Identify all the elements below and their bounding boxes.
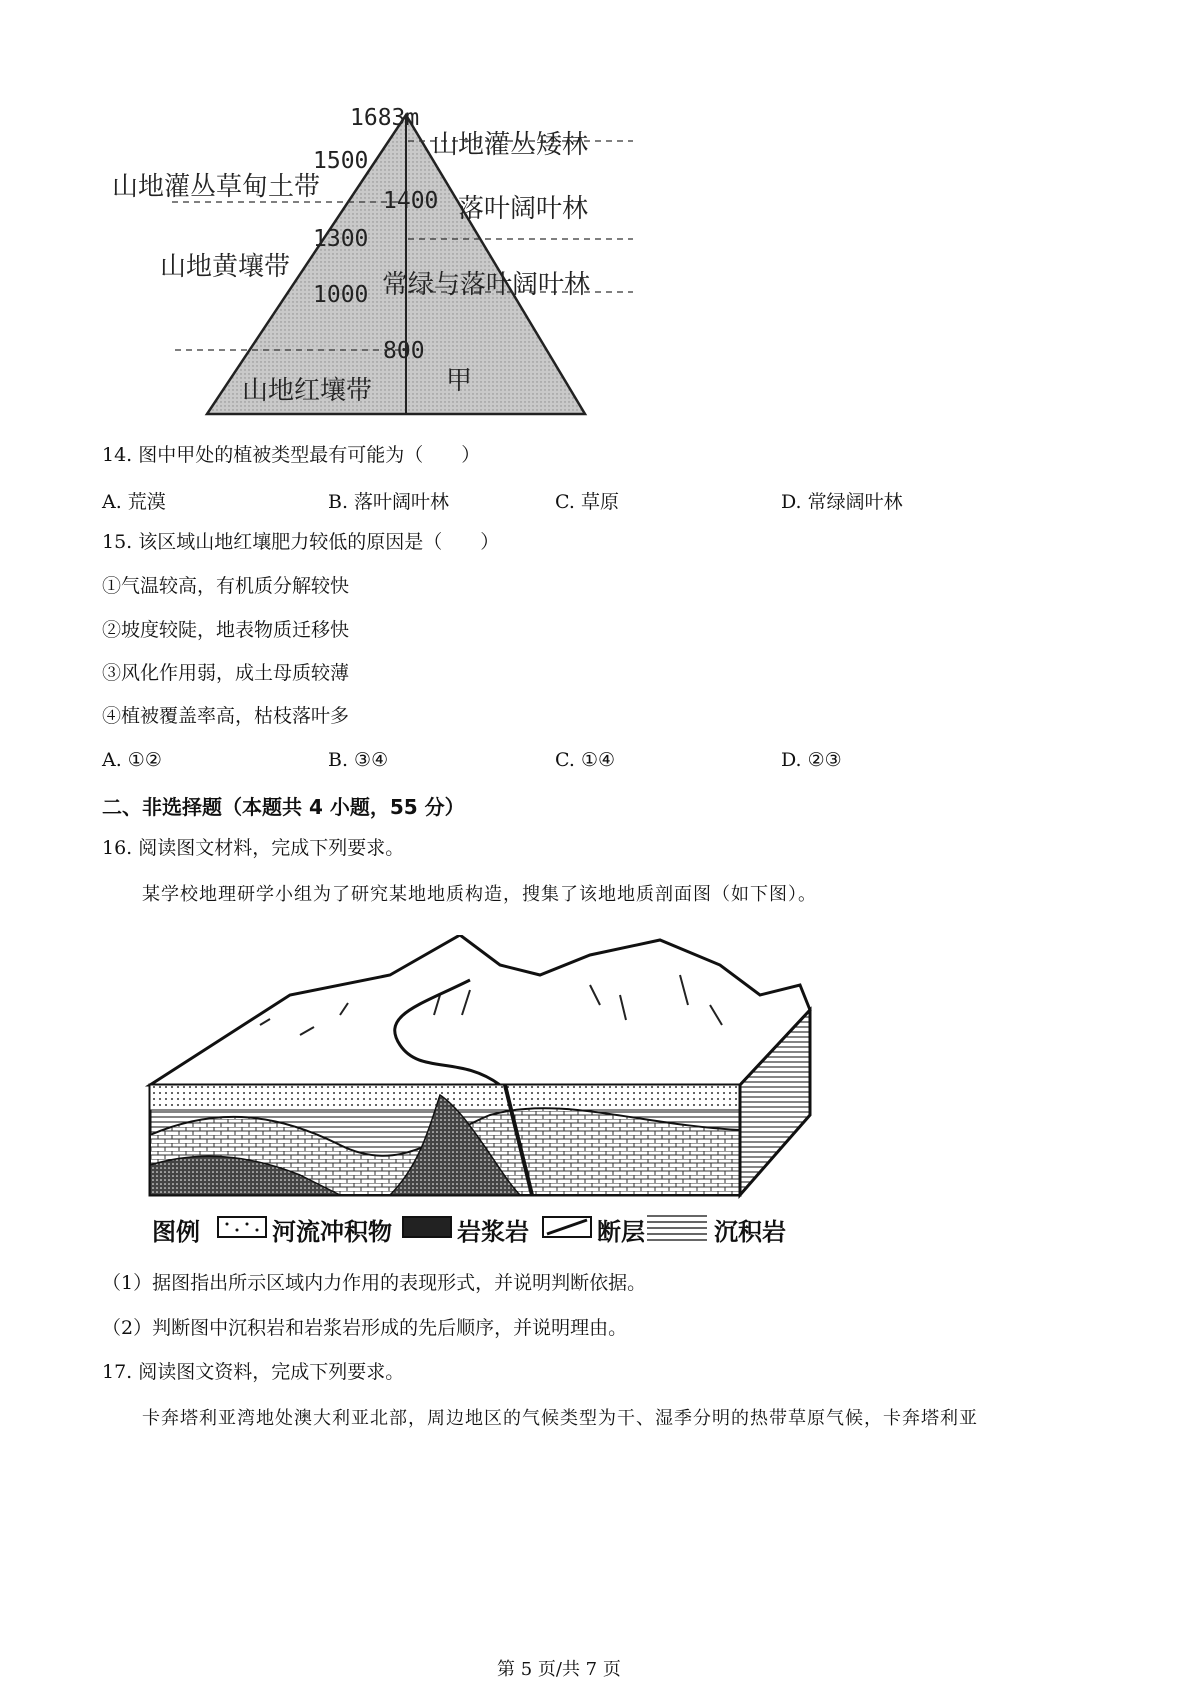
- sedimentary-rock-swatch-icon: [647, 1210, 707, 1242]
- legend-alluvium: 河流冲积物: [272, 1218, 392, 1246]
- q16-stem: 16. 阅读图文材料，完成下列要求。: [102, 837, 405, 859]
- geologic-cross-section: [140, 935, 820, 1205]
- q16-sub1: （1）据图指出所示区域内力作用的表现形式，并说明判断依据。: [102, 1272, 647, 1294]
- q15-statement-2: ②坡度较陡，地表物质迁移快: [102, 619, 350, 641]
- geologic-legend: [152, 1208, 812, 1248]
- q14-option-c[interactable]: C. 草原: [555, 491, 619, 513]
- q15-statement-3: ③风化作用弱，成土母质较薄: [102, 662, 350, 684]
- q17-material: 卡奔塔利亚湾地处澳大利亚北部，周边地区的气候类型为干、湿季分明的热带草原气候，卡奔塔利亚: [142, 1408, 978, 1429]
- q15-option-b[interactable]: B. ③④: [328, 749, 389, 771]
- q14-stem: 14. 图中甲处的植被类型最有可能为（ ）: [102, 444, 481, 466]
- geologic-block-diagram: [140, 935, 820, 1205]
- soil-label-red: 山地红壤带: [242, 376, 373, 406]
- q14-option-b[interactable]: B. 落叶阔叶林: [328, 491, 450, 513]
- tick-800: 800: [383, 338, 425, 364]
- q17-stem: 17. 阅读图文资料，完成下列要求。: [102, 1361, 405, 1383]
- veg-label-mixed: 常绿与落叶阔叶林: [382, 270, 591, 300]
- q15-statement-1: ①气温较高，有机质分解较快: [102, 575, 350, 597]
- page-footer: 第 5 页/共 7 页: [497, 1659, 621, 1680]
- peak-elevation-label: 1683m: [350, 105, 420, 131]
- veg-label-shrub-forest: 山地灌丛矮林: [432, 130, 589, 160]
- magma-rock-swatch-icon: [402, 1216, 452, 1238]
- soil-label-shrub-meadow: 山地灌丛草甸土带: [112, 172, 321, 202]
- q14-option-a[interactable]: A. 荒漠: [102, 491, 166, 513]
- q15-statement-4: ④植被覆盖率高，枯枝落叶多: [102, 705, 350, 727]
- alluvium-swatch-icon: [217, 1216, 267, 1238]
- legend-magma-rock: 岩浆岩: [457, 1218, 529, 1246]
- q15-option-d[interactable]: D. ②③: [781, 749, 842, 771]
- q15-option-c[interactable]: C. ①④: [555, 749, 616, 771]
- tick-1300: 1300: [313, 226, 369, 252]
- legend-title: 图例: [152, 1218, 200, 1246]
- tick-1000: 1000: [313, 282, 369, 308]
- legend-fault: 断层: [597, 1218, 645, 1246]
- veg-label-deciduous: 落叶阔叶林: [458, 194, 589, 224]
- veg-label-jia: 甲: [446, 366, 473, 396]
- q16-material: 某学校地理研学小组为了研究某地地质构造，搜集了该地地质剖面图（如下图）。: [142, 884, 817, 905]
- q14-option-d[interactable]: D. 常绿阔叶林: [781, 491, 903, 513]
- tick-1500: 1500: [313, 148, 369, 174]
- fault-swatch-icon: [542, 1216, 592, 1238]
- q15-option-a[interactable]: A. ①②: [102, 749, 162, 771]
- soil-label-yellow: 山地黄壤带: [160, 252, 291, 282]
- tick-1400: 1400: [383, 188, 439, 214]
- section2-title: 二、非选择题（本题共 4 小题，55 分）: [102, 795, 465, 819]
- q16-sub2: （2）判断图中沉积岩和岩浆岩形成的先后顺序，并说明理由。: [102, 1317, 628, 1339]
- legend-sedimentary-rock: 沉积岩: [714, 1218, 786, 1246]
- q15-stem: 15. 该区域山地红壤肥力较低的原因是（ ）: [102, 531, 500, 553]
